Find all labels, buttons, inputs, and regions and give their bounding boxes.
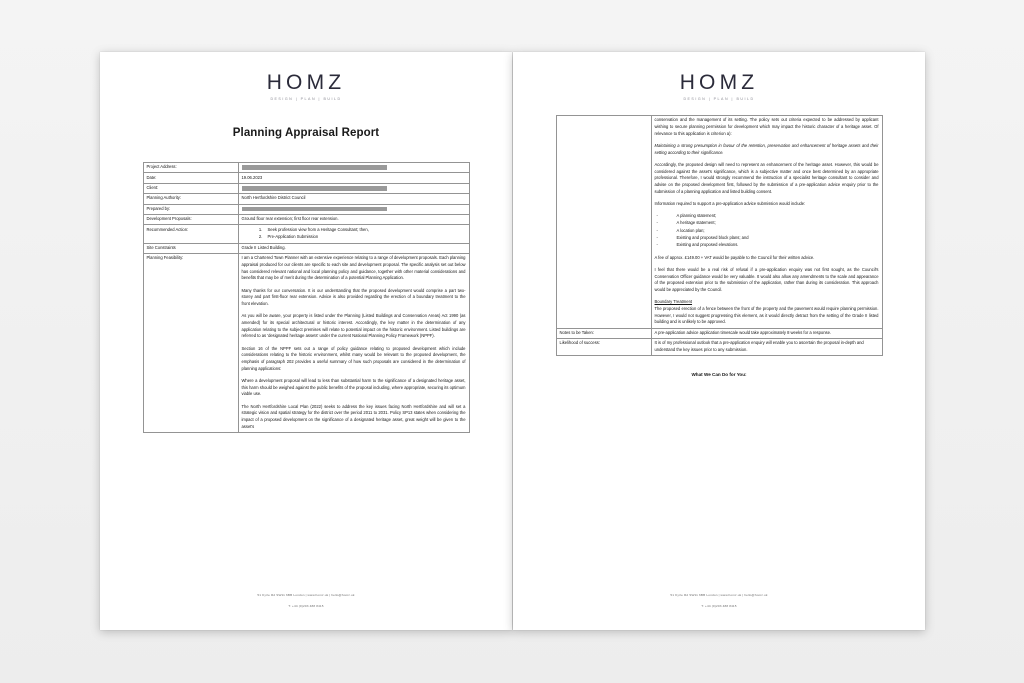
redaction-bar — [242, 207, 387, 212]
row-value: Grade II Listed Building. — [238, 243, 469, 253]
body-paragraph: The proposed erection of a fence between the front of the property and the pavement would require planning permission. However, I would not suggest progressing this element, as it would directly detract from the setting of the Grade II listed building and is unlikely to be approved. — [654, 305, 879, 325]
body-paragraph: The North Hertfordshire Local Plan (2022) seeks to address the key issues facing North Hertfordshire and will set a strategic vision and spatial strategy for the district over the period 2011 to 2031. Policy SP13 states when considering the impact of a proposed development on the significance of a designated heritage asset, great weight will be given to the asset's — [241, 403, 466, 429]
row-value-redacted — [238, 183, 469, 193]
table-row — [143, 173, 469, 183]
row-label: Likelihood of success: — [556, 338, 651, 355]
section-heading — [655, 299, 879, 306]
body-paragraph-quote: Maintaining a strong presumption in favour of the retention, preservation and enhancement of heritage assets and their setting according to their significance. — [654, 142, 879, 155]
table-row-continuation — [556, 116, 882, 329]
table-row — [143, 225, 469, 243]
row-label: Planning Feasibility: — [143, 253, 238, 432]
page-footer — [100, 593, 512, 608]
row-value: A pre-application advice application timescale would take approximately 8 weeks for a response. — [651, 328, 882, 338]
logo-wordmark: HOMZ — [679, 71, 759, 94]
row-label: Planning Authority: — [143, 194, 238, 204]
boundary-treatment-heading: Boundary Treatment — [654, 299, 693, 305]
list-item: - Existing and proposed block plans; and — [655, 235, 879, 242]
redaction-bar — [242, 186, 387, 191]
body-paragraph: Accordingly, the proposed design will need to represent an enhancement of the heritage asset. However, this would be considered against the asset's significance, which is a subjective matter and once best determined by an appropriate professional. Therefore, I would strongly recommend the instruction of a specialist heritage consultant to consider and advise on the proposed development first, followed by the submission of a pre-application advice enquiry prior to the submission of a planning application and listed building consent. — [654, 161, 879, 194]
recommended-action-list — [242, 227, 466, 241]
row-value: North Hertfordshire District Council — [238, 194, 469, 204]
what-we-can-do-heading: What We Can Do for You: — [691, 372, 747, 378]
footer-phone: T: +44 (0)203 488 8415 — [701, 604, 737, 608]
body-paragraph: Many thanks for our conversation. It is our understanding that the proposed development would comprise a part two-storey and part first-floor rear extension. Advice is also provided regarding the erection of a boundary treatment to the front elevation. — [241, 287, 466, 306]
row-value-redacted — [238, 163, 469, 173]
row-label: Notes to be Taken: — [556, 328, 651, 338]
body-paragraph: conservation and the management of its setting. The policy sets out criteria expected to be addressed by applicant wishing to secure planning permission for development which may impact the historic character of a heritage asset. Of relevance to this application is criterion a): — [654, 117, 879, 136]
requirements-list — [655, 213, 879, 249]
footer-address: 51 Kyrle Rd SW11 6BB London | www.homz.uk | hello@homz.uk — [670, 593, 768, 597]
row-value: It is of my professional outlook that a pre-application enquiry will enable you to ascertain the proposal in-depth and understand the key issues prior to any submission. — [651, 338, 882, 355]
brand-logo — [523, 52, 915, 101]
row-label: Recommended Action: — [143, 225, 238, 243]
body-paragraph: Information required to support a pre-application advice submission would include: — [654, 200, 806, 206]
list-item: 2. Pre-Application Submission — [264, 234, 466, 241]
body-paragraph: Where a development proposal will lead to less than substantial harm to the significance of a designated heritage asset, this harm should be weighed against the public benefits of the proposal including, where appropriate, securing its optimum viable use. — [241, 377, 466, 397]
row-label: Prepared by: — [143, 204, 238, 214]
row-value-list — [238, 225, 469, 243]
project-details-table — [143, 162, 470, 433]
row-value-body — [651, 116, 882, 329]
row-label: Site Constraints — [143, 243, 238, 253]
table-row-feasibility — [143, 253, 469, 432]
footer-address: 51 Kyrle Rd SW11 6BB London | www.homz.uk | hello@homz.uk — [257, 593, 355, 597]
row-value-body — [238, 253, 469, 432]
list-item: 1. Seek profession view from a Heritage Consultant; then, — [264, 227, 466, 234]
row-label: Client: — [143, 183, 238, 193]
body-paragraph: A fee of approx. £149.00 + VAT would be payable to the Council for their written advice. — [654, 254, 815, 260]
table-row — [143, 204, 469, 214]
table-row — [143, 194, 469, 204]
table-row — [143, 215, 469, 225]
table-row — [556, 328, 882, 338]
row-label: Date: — [143, 173, 238, 183]
row-value: Ground floor rear extension; first floor rear extension. — [238, 215, 469, 225]
logo-tagline: DESIGN | PLAN | BUILD — [683, 97, 755, 101]
document-page-2 — [513, 52, 925, 630]
table-row — [143, 163, 469, 173]
list-item: - A heritage statement; — [655, 220, 879, 227]
table-row — [143, 243, 469, 253]
body-paragraph: As you will be aware, your property is listed under the Planning (Listed Buildings and Conservation Areas) Act 1990 (as amended) for its special architectural or historic interest. Accordingly, the key matter in the determination of any application relating to the subject premises will relate to potential impact on the historic environment. Listed buildings are referred to as 'designated heritage assets' under the current National Planning Policy Framework (NPPF). — [241, 313, 466, 339]
body-paragraph: I am a Chartered Town Planner with an extensive experience relating to a range of development proposals. Each planning appraisal produced for our clients are specific to each site and development proposal. The specific analysis set out below has considered relevant national and local planning policy and guidance, together with other material considerations and benefits that may be of merit during the determination of a potential Planning Application. — [241, 255, 466, 281]
row-label: Project Address: — [143, 163, 238, 173]
row-value-redacted — [238, 204, 469, 214]
list-item: - A planning statement; — [655, 213, 879, 220]
row-label-empty — [556, 116, 651, 329]
page-title: Planning Appraisal Report — [232, 127, 380, 139]
body-paragraph: I feel that there would be a real risk of refusal if a pre-application enquiry was not first sought, as the Council's Conservation Officer guidance would be very valuable. It would also allow any amendments to the scale and appearance of the proposed extension prior to the submission of the application, rather than during its consideration. This approach would be appreciated by the Council. — [654, 266, 879, 292]
footer-phone: T: +44 (0)203 488 8415 — [288, 604, 324, 608]
logo-tagline: DESIGN | PLAN | BUILD — [270, 97, 342, 101]
row-value: 19.06.2023 — [238, 173, 469, 183]
brand-logo — [110, 52, 502, 101]
list-item: - A location plan; — [655, 228, 879, 235]
table-row — [556, 338, 882, 355]
row-label: Development Proposals: — [143, 215, 238, 225]
document-page-1 — [100, 52, 512, 630]
page-footer — [513, 593, 925, 608]
redaction-bar — [242, 165, 387, 170]
body-paragraph: Section 16 of the NPPF sets out a range of policy guidance relating to proposed development which include considerations relating to the historic environment, whilst many would be relevant to the proposed development, the emphasis of paragraph 202 provides a useful summary of how such proposals are considered in the determination of planning applications: — [241, 345, 466, 371]
table-row — [143, 183, 469, 193]
logo-wordmark: HOMZ — [266, 71, 346, 94]
appraisal-continuation-table — [556, 115, 883, 356]
list-item: - Existing and proposed elevations. — [655, 242, 879, 249]
